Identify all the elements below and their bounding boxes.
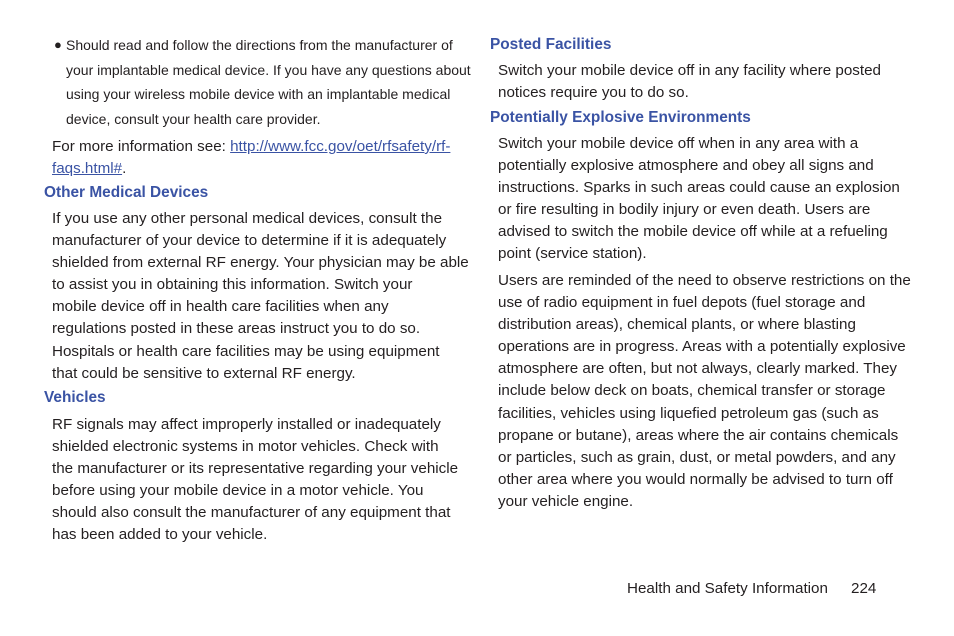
vehicles-heading: Vehicles	[44, 389, 106, 406]
text-line: use of radio equipment in fuel depots (fuel storage and	[498, 294, 866, 312]
text-line: to assist you in obtaining this information. Switch your	[52, 276, 413, 294]
text-line: instructions. Sparks in such areas could cause an explosion	[498, 179, 900, 197]
text-line: If you use any other personal medical devices, consult the	[52, 210, 443, 227]
text-line: distribution areas), chemical plants, or where blasting	[498, 316, 856, 334]
posted-facilities-heading: Posted Facilities	[490, 36, 612, 53]
text-line: point (service station).	[498, 245, 647, 263]
text-line: other area where you would normally be advised to turn off	[498, 470, 893, 488]
other-medical-paragraph	[52, 208, 469, 385]
bullet-icon: ●	[54, 37, 62, 52]
text-line: facilities, vehicles using liquefied petroleum gas (such as	[498, 404, 879, 422]
text-line: has been added to your vehicle.	[52, 526, 268, 544]
text-line: advised to switch the mobile device off while at a refueling	[498, 223, 888, 241]
fcc-suffix: .	[122, 160, 127, 178]
vehicles-paragraph	[52, 414, 458, 547]
text-line: include below deck on boats, chemical transfer or storage	[498, 382, 886, 400]
fcc-link[interactable]: http://www.fcc.gov/oet/rfsafety/rf-	[230, 138, 451, 155]
text-line: Hospitals or health care facilities may be using equipment	[52, 342, 440, 360]
text-line: Switch your mobile device off when in any area with a	[498, 135, 859, 152]
fcc-prefix: For more information see:	[52, 138, 231, 155]
fcc-info-paragraph	[52, 136, 450, 180]
text-line: RF signals may affect improperly installed or inadequately	[52, 416, 441, 433]
text-line: operations are in progress. Areas with a potentially explosive	[498, 338, 906, 356]
text-line: mobile device off in health care facilities when any	[52, 298, 389, 316]
text-line: manufacturer of your device to determine if it is adequately	[52, 232, 447, 250]
text-line: your vehicle engine.	[498, 492, 634, 510]
implant-bullet	[66, 33, 471, 131]
text-line: notices require you to do so.	[498, 84, 689, 102]
text-line: before using your mobile device in a motor vehicle. You	[52, 482, 424, 500]
text-line: potentially explosive atmosphere and obey all signs and	[498, 157, 874, 175]
footer-section-title: Health and Safety Information	[627, 580, 828, 597]
text-line: shielded from external RF energy. Your physician may be able	[52, 254, 469, 272]
fcc-link-continued[interactable]: faqs.html#	[52, 160, 123, 178]
page-number: 224	[851, 580, 877, 597]
bullet-line: your implantable medical device. If you have any questions about	[66, 61, 471, 78]
posted-facilities-paragraph	[498, 60, 881, 104]
text-line: or particles, such as grain, dust, or metal powders, and any	[498, 448, 896, 466]
text-line: shielded electronic systems in motor vehicles. Check with	[52, 438, 439, 456]
text-line: Users are reminded of the need to observe restrictions on the	[498, 272, 911, 289]
explosive-paragraph-2	[498, 270, 911, 513]
text-line: the manufacturer or its representative regarding your vehicle	[52, 460, 459, 478]
other-medical-heading: Other Medical Devices	[44, 184, 209, 201]
text-line: regulations posted in these areas instruct you to do so.	[52, 320, 421, 338]
text-line: atmosphere are often, but not always, clearly marked. They	[498, 360, 898, 378]
text-line: or fire resulting in bodily injury or even death. Users are	[498, 201, 871, 219]
text-line: propane or butane), areas where the air contains chemicals	[498, 426, 899, 444]
explosive-environments-heading: Potentially Explosive Environments	[490, 109, 751, 126]
bullet-line: using your wireless mobile device with an implantable medical	[66, 86, 451, 103]
bullet-line: device, consult your health care provider.	[66, 110, 321, 127]
text-line: Switch your mobile device off in any facility where posted	[498, 62, 881, 79]
explosive-paragraph-1	[498, 133, 900, 266]
bullet-line: Should read and follow the directions from the manufacturer of	[66, 37, 453, 53]
text-line: should also consult the manufacturer of any equipment that	[52, 504, 451, 522]
text-line: that could be sensitive to external RF energy.	[52, 364, 356, 382]
